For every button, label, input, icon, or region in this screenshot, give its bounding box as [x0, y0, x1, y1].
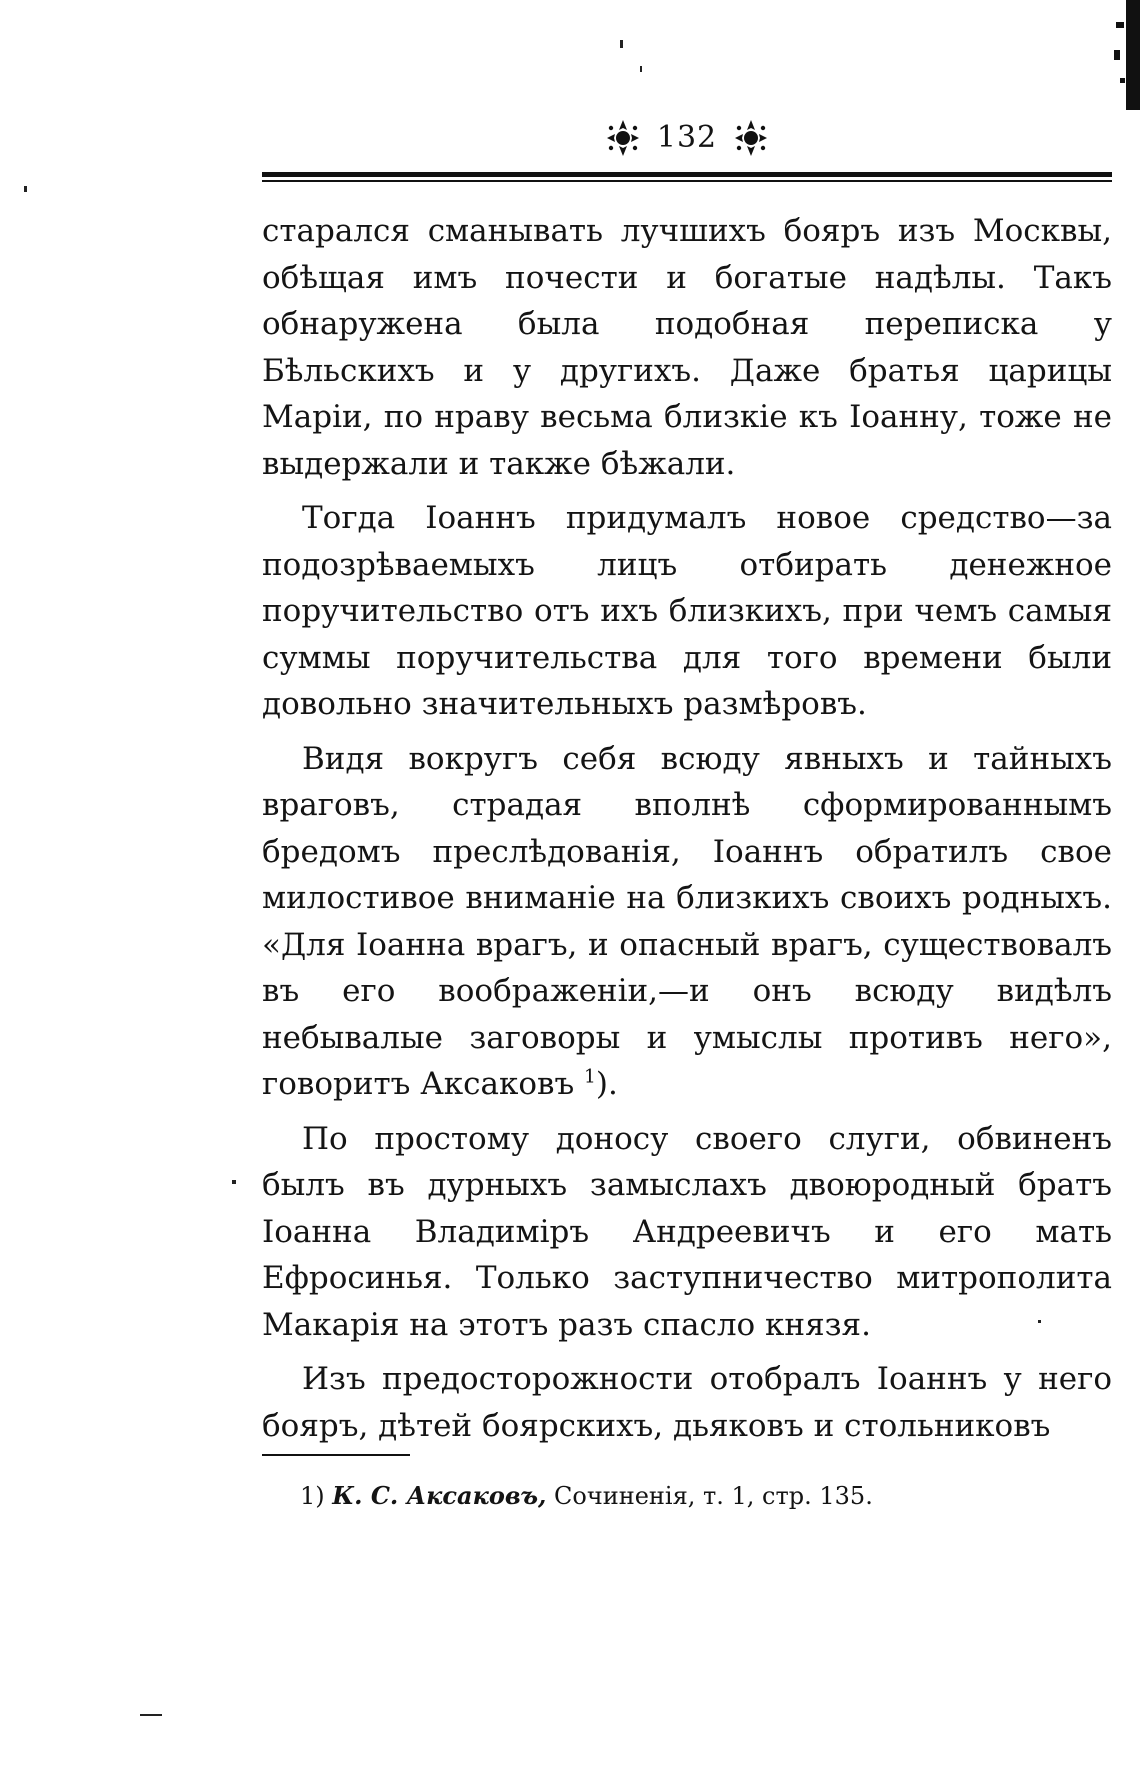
- paragraph: По простому доносу своего слуги, обвиненъ былъ въ дурныхъ замыслахъ двоюродный братъ Іоанна Владиміръ Андреевичъ и его мать Ефросинья. Только заступничество митрополита Макарія на этотъ разъ спасло князя.: [262, 1120, 1112, 1343]
- footnote-citation: Сочиненія, т. 1, стр. 135.: [554, 1482, 873, 1510]
- scan-speck: [24, 186, 27, 192]
- running-header: [262, 118, 1112, 176]
- paragraph: [262, 736, 1112, 1108]
- paragraph-text: Видя вокругъ себя всюду явныхъ и тайныхъ враговъ, страдая вполнѣ сформированнымъ бредомъ преслѣдованія, Іоаннъ обратилъ свое милостивое вниманіе на близкихъ своихъ родныхъ. «Для Іоанна врагъ, и опасный врагъ, существовалъ въ его воображеніи,—и онъ всюду видѣлъ небывалые заговоры и умыслы противъ него», говоритъ Аксаковъ: [262, 740, 1112, 1102]
- footnote-marker: 1): [300, 1482, 325, 1510]
- scan-speck: [640, 66, 642, 72]
- paragraph: Тогда Іоаннъ придумалъ новое средство—за подозрѣваемыхъ лицъ отбирать денежное поручительство отъ ихъ близкихъ, при чемъ самыя суммы поручительства для того времени были довольно значительныхъ размѣровъ.: [262, 500, 1112, 722]
- scan-speck: [140, 1714, 162, 1716]
- footnote: [300, 1480, 1100, 1512]
- fleuron-ornament-icon: [731, 118, 771, 158]
- header-rule-thin: [262, 180, 1112, 182]
- footnote-author: К. С. Аксаковъ,: [332, 1481, 547, 1510]
- fleuron-ornament-icon: [603, 118, 643, 158]
- paragraph: старался сманывать лучшихъ бояръ изъ Москвы, обѣщая имъ почести и богатые надѣлы. Такъ обнаружена была подобная переписка у Бѣльскихъ и у другихъ. Даже братья царицы Маріи, по нраву весьма близкіе къ Іоанну, тоже не выдержали и также бѣжали.: [262, 213, 1112, 482]
- header-rule-thick: [262, 172, 1112, 177]
- paragraph-end-punct: ).: [595, 1066, 618, 1102]
- footnote-reference[interactable]: 1: [584, 1066, 596, 1088]
- body-text: [262, 208, 1112, 1449]
- scan-edge-mark: [1112, 0, 1140, 110]
- scan-speck: [232, 1180, 236, 1184]
- footnote-rule: [262, 1454, 410, 1456]
- paragraph: Изъ предосторожности отобралъ Іоаннъ у него бояръ, дѣтей боярскихъ, дьяковъ и стольниковъ: [262, 1361, 1112, 1444]
- page-number: 132: [656, 120, 718, 155]
- scan-speck: [620, 40, 623, 48]
